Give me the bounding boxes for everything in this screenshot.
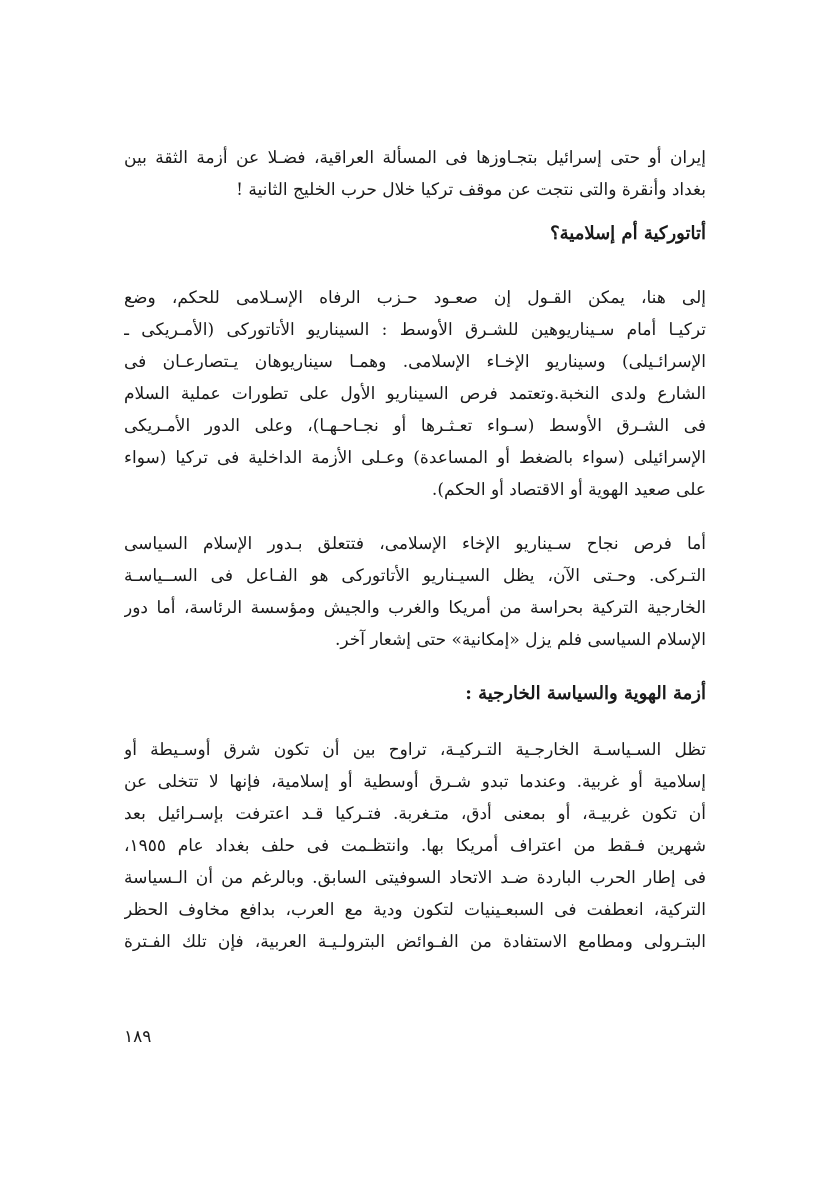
paragraph-3 — [124, 528, 706, 656]
text-line: التركية، انعطفت فى السبعـينيات لتكون ودية مع العرب، بدافع مخاوف الحظر — [124, 900, 706, 920]
text-line: الإسلام السياسى فلم يزل «إمكانية» حتى إشعار آخر. — [334, 630, 706, 650]
text-line: على صعيد الهوية أو الاقتصاد أو الحكم). — [431, 480, 706, 500]
text-line: فى الشـرق الأوسط (سـواء تعـثـرها أو نجـاحـهـا)، وعلى الدور الأمـريكى — [124, 416, 706, 436]
text-line: فى إطار الحرب الباردة ضـد الاتحاد السوفيتى السابق. وبالرغم من أن الـسياسة — [124, 868, 706, 888]
text-line: إلى هنا، يمكن القـول إن صعـود حـزب الرفاه الإسـلامى للحكم، وضع — [124, 288, 706, 308]
text-line: إيران أو حتى إسرائيل بتجـاوزها فى المسألة العراقية، فضـلا عن أزمة الثقة بين — [124, 148, 706, 168]
section-heading-identity-crisis-foreign-policy: أزمة الهوية والسياسة الخارجية : — [465, 683, 706, 704]
text-line: الشارع ولدى النخبة.وتعتمد فرص السيناريو الأول على تطورات عملية السلام — [124, 384, 706, 404]
text-line: شهرين فـقط من اعتراف أمريكا بها. وانتظـمت فى حلف بغداد عام ١٩٥٥، — [124, 836, 706, 856]
text-line: بغداد وأنقرة والتى نتجت عن موقف تركيا خلال حرب الخليج الثانية ! — [236, 180, 706, 200]
text-line: أما فرص نجاح سـيناريو الإخاء الإسلامى، فتتعلق بـدور الإسلام السياسى — [124, 534, 706, 554]
section-heading-ataturkist-or-islamic: أتاتوركية أم إسلامية؟ — [550, 223, 706, 244]
text-line: الإسرائيلى (سواء بالضغط أو المساعدة) وعـلى الأزمة الداخلية فى تركيا (سواء — [124, 448, 706, 468]
text-line: البتـرولى ومطامع الاستفادة من الفـوائض البترولـيـة العربية، فإن تلك الفـترة — [124, 932, 706, 952]
text-line: الخارجية التركية بحراسة من أمريكا والغرب والجيش ومؤسسة الرئاسة، أما دور — [124, 598, 706, 618]
paragraph-1 — [124, 142, 706, 206]
text-line: إسلامية أو غربية. وعندما تبدو شـرق أوسطية أو إسلامية، فإنها لا تتخلى عن — [124, 772, 706, 792]
text-line: التـركى. وحـتى الآن، يظل السيـناريو الأتاتوركى هو الفـاعل فى الســياسـة — [124, 566, 706, 586]
text-line: تظل السـياسـة الخارجـية التـركيـة، تراوح بين أن تكون شرق أوسـيطة أو — [124, 740, 706, 760]
text-line: أن تكون غربيـة، أو بمعنى أدق، متـغربة. فتـركيا قـد اعترفت بإسـرائيل بعد — [124, 804, 706, 824]
paragraph-4 — [124, 734, 706, 958]
text-line: الإسرائـيلى) وسيناريو الإخـاء الإسلامى. وهمـا سيناريوهان يـتصارعـان فى — [124, 352, 706, 372]
text-line: تركيـا أمام سـيناريوهين للشـرق الأوسط : السيناريو الأتاتوركى (الأمـريكى ـ — [124, 320, 706, 340]
paragraph-2 — [124, 282, 706, 506]
page-number: ١٨٩ — [124, 1027, 152, 1047]
